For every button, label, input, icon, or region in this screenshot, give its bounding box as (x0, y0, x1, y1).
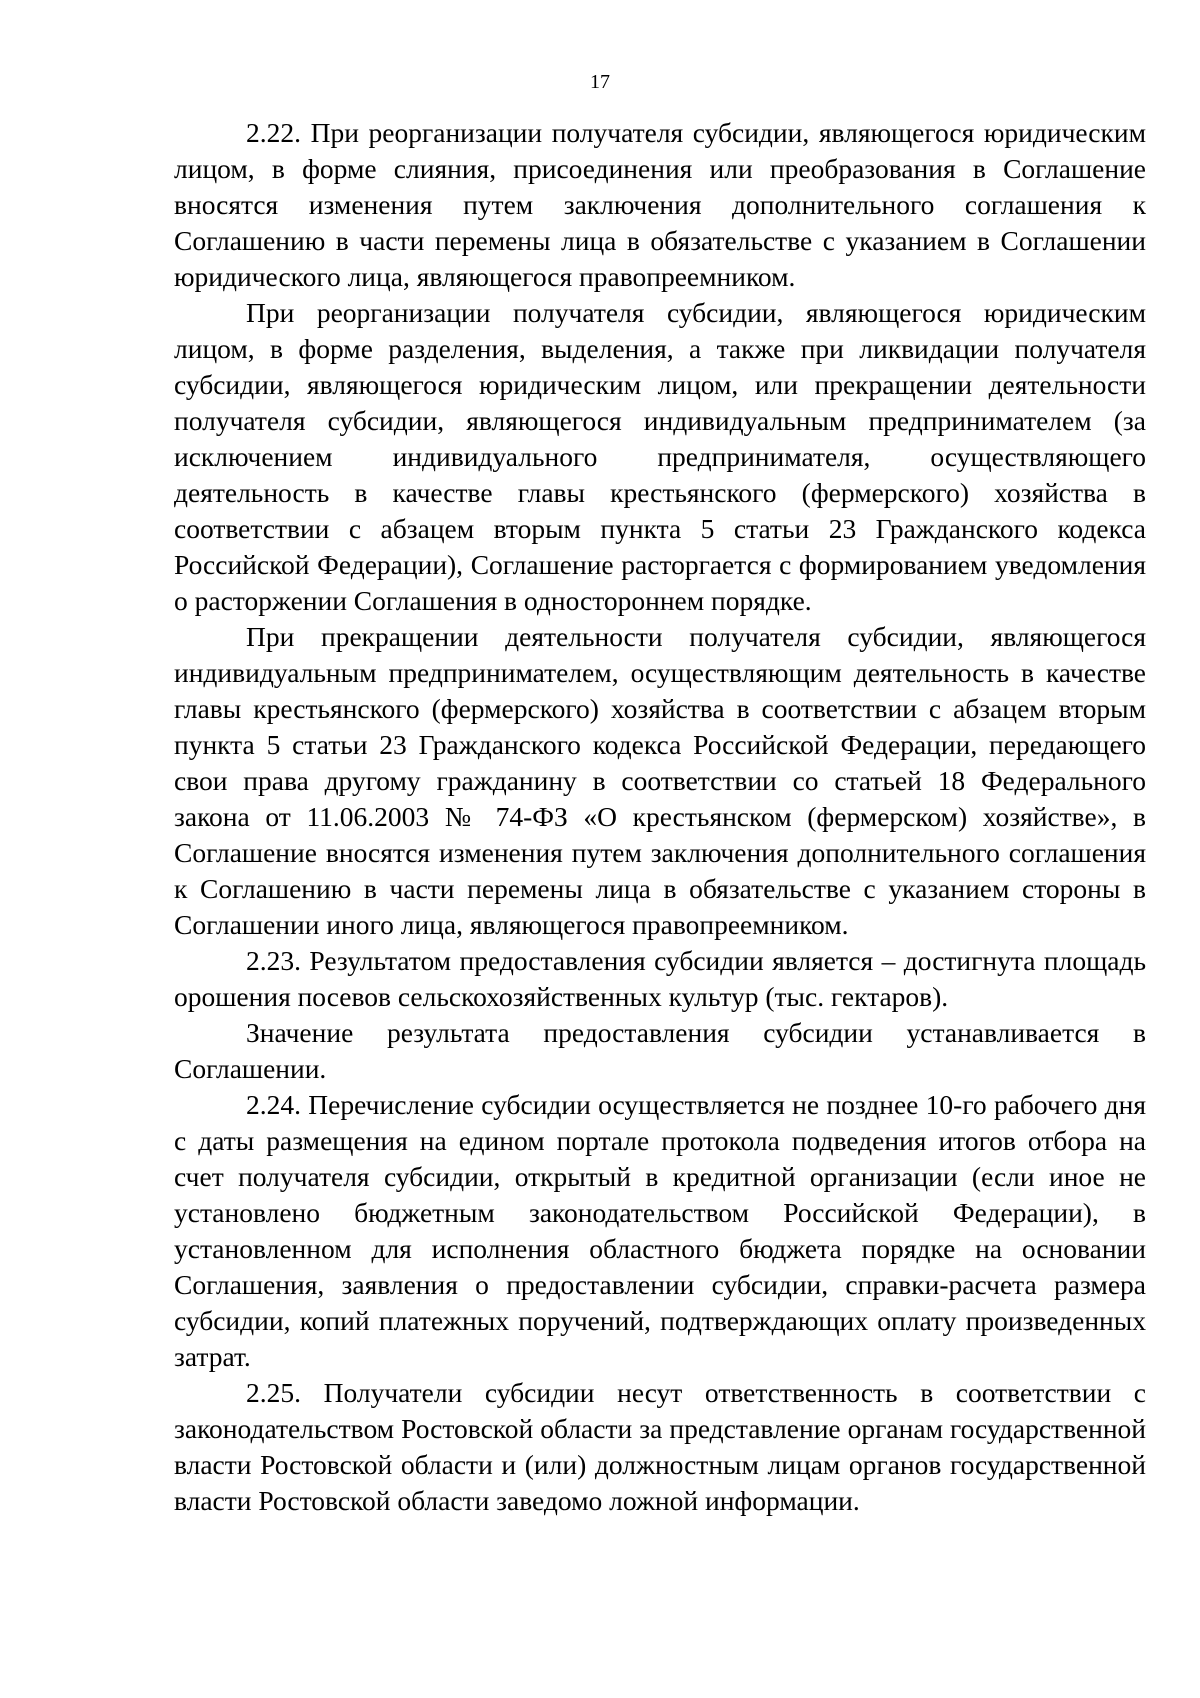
paragraph-2-25: 2.25. Получатели субсидии несут ответственность в соответствии с законодательством Ростовской области за представление органам государственной власти Ростовской области и (или) должностным лицам органов государственной власти Ростовской области заведомо ложной информации. (174, 1377, 1146, 1516)
paragraph-result-value: Значение результата предоставления субсидии устанавливается в Соглашении. (174, 1017, 1146, 1084)
paragraph-2-24: 2.24. Перечисление субсидии осуществляется не позднее 10-го рабочего дня с даты размещения на едином портале протокола подведения итогов отбора на счет получателя субсидии, открытый в кредитной организации (если иное не установлено бюджетным законодательством Российской Федерации), в установленном для исполнения областного бюджета порядке на основании Соглашения, заявления о предоставлении субсидии, справки-расчета размера субсидии, копий платежных поручений, подтверждающих оплату произведенных затрат. (174, 1089, 1146, 1372)
paragraph-termination-farm: При прекращении деятельности получателя субсидии, являющегося индивидуальным предпринимателем, осуществляющим деятельность в качестве главы крестьянского (фермерского) хозяйства в соответствии с абзацем вторым пункта 5 статьи 23 Гражданского кодекса Российской Федерации, передающего свои права другому гражданину в соответствии со статьей 18 Федерального закона от 11.06.2003 № 74-ФЗ «О крестьянском (фермерском) хозяйстве», в Соглашение вносятся изменения путем заключения дополнительного соглашения к Соглашению в части перемены лица в обязательстве с указанием стороны в Соглашении иного лица, являющегося правопреемником. (174, 621, 1146, 940)
paragraph-2-22: 2.22. При реорганизации получателя субсидии, являющегося юридическим лицом, в форме слияния, присоединения или преобразования в Соглашение вносятся изменения путем заключения дополнительного соглашения к Соглашению в части перемены лица в обязательстве с указанием в Соглашении юридического лица, являющегося правопреемником. (174, 117, 1146, 292)
paragraph-2-23: 2.23. Результатом предоставления субсидии является – достигнута площадь орошения посевов сельскохозяйственных культур (тыс. гектаров). (174, 945, 1146, 1012)
paragraph-reorganization-division: При реорганизации получателя субсидии, являющегося юридическим лицом, в форме разделения, выделения, а также при ликвидации получателя субсидии, являющегося юридическим лицом, или прекращении деятельности получателя субсидии, являющегося индивидуальным предпринимателем (за исключением индивидуального предпринимателя, осуществляющего деятельность в качестве главы крестьянского (фермерского) хозяйства в соответствии с абзацем вторым пункта 5 статьи 23 Гражданского кодекса Российской Федерации), Соглашение расторгается с формированием уведомления о расторжении Соглашения в одностороннем порядке. (174, 297, 1146, 616)
page-number: 17 (590, 71, 610, 93)
document-body (174, 115, 1146, 1519)
